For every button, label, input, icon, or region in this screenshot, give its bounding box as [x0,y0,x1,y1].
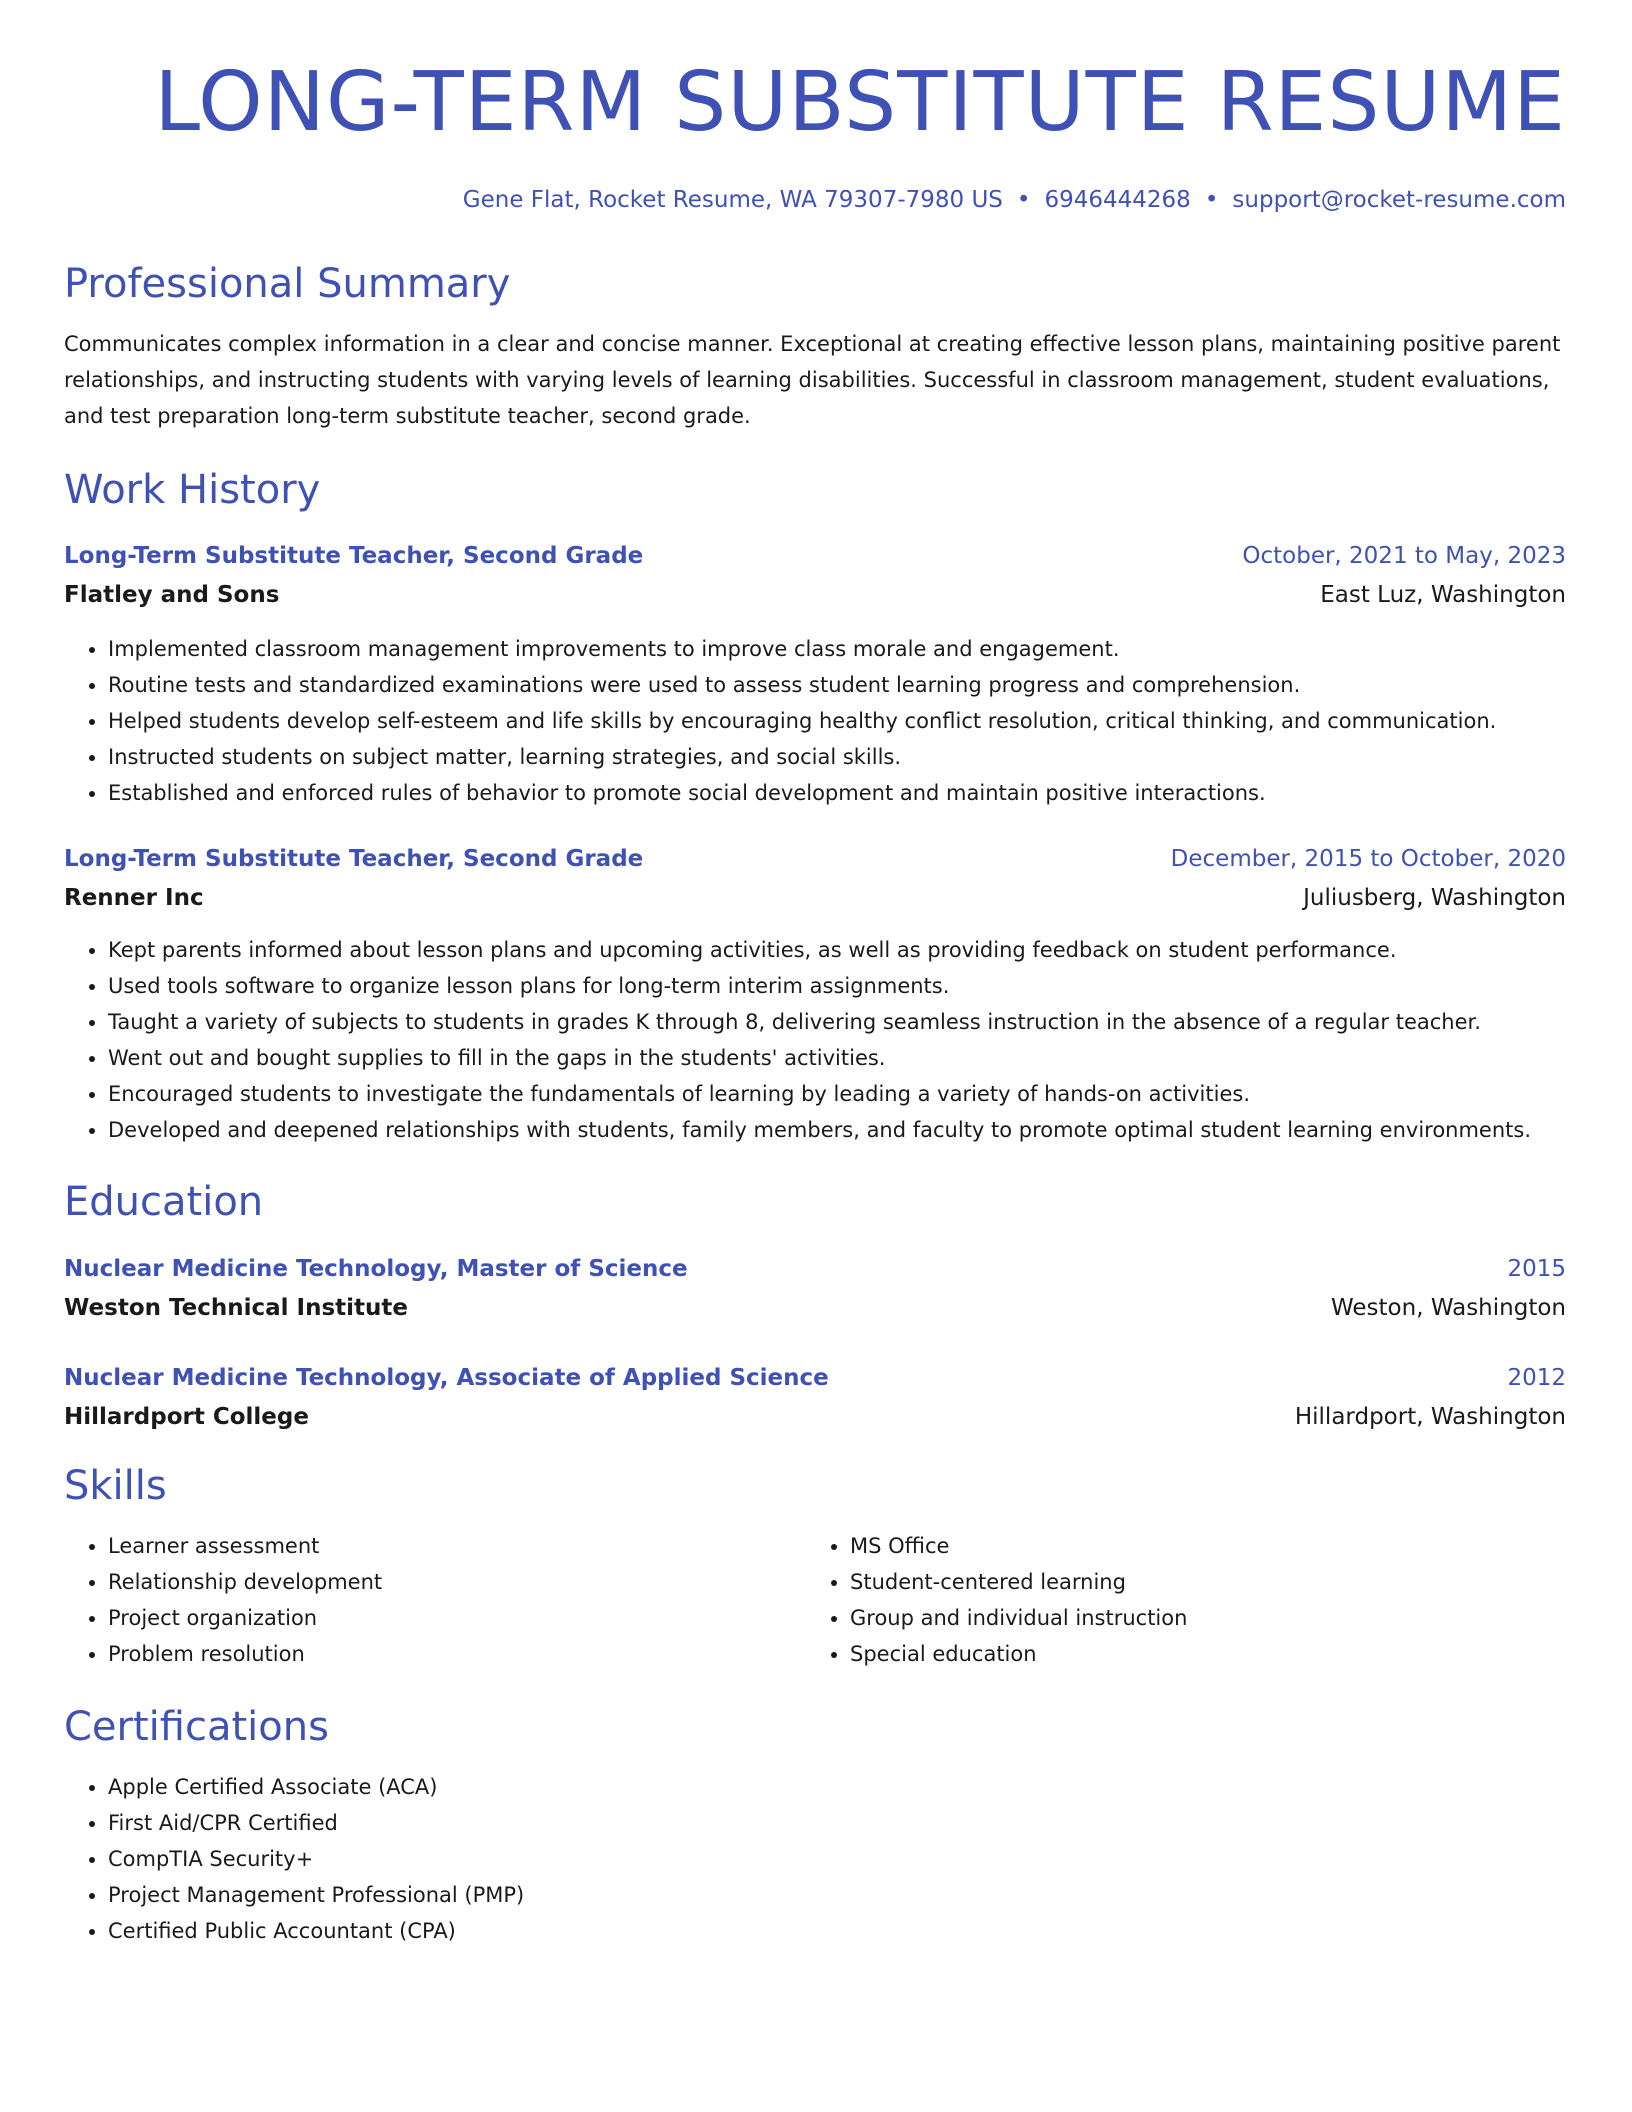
education-location: Weston, Washington [1331,1295,1566,1321]
contact-phone[interactable]: 6946444268 [1044,187,1191,213]
education-year: 2012 [1507,1365,1566,1391]
education-entry [64,1250,1566,1328]
job-bullet: • Kept parents informed about lesson plans and upcoming activities, as well as providing feedback on student performance. [108,932,1566,968]
summary-section [64,258,1566,434]
certifications-heading: Certifications [64,1704,329,1750]
certification-item: • Project Management Professional (PMP) [108,1877,1566,1913]
job-bullet: • Established and enforced rules of behavior to promote social development and maintain positive interactions. [108,775,1566,811]
job-org-row [64,878,1566,918]
job-bullet: • Went out and bought supplies to fill in the gaps in the students' activities. [108,1040,1566,1076]
skill-item: • Project organization [108,1600,806,1636]
skills-column-left [64,1528,806,1672]
job-bullet: • Taught a variety of subjects to students in grades K through 8, delivering seamless instruction in the absence of a regular teacher. [108,1004,1566,1040]
skill-item: • Special education [850,1636,1548,1672]
skill-item: • Student-centered learning [850,1564,1548,1600]
summary-text: Communicates complex information in a clear and concise manner. Exceptional at creating effective lesson plans, maintaining positive parent relationships, and instructing students with varying levels of learning disabilities. Successful in classroom management, student evaluations, and test preparation long-term substitute teacher, second grade. [64,332,1561,428]
certification-item: • CompTIA Security+ [108,1841,1566,1877]
job-bullet: • Implemented classroom management improvements to improve class morale and engagement. [108,631,1566,667]
summary-heading: Professional Summary [64,261,511,307]
work-history-section [64,464,1566,516]
job-entry [64,537,1566,811]
certification-item: • First Aid/CPR Certified [108,1805,1566,1841]
contact-email[interactable]: support@rocket-resume.com [1232,187,1566,213]
resume-page [64,0,1566,1943]
work-history-heading: Work History [64,467,321,513]
education-degree: Nuclear Medicine Technology, Master of Science [64,1256,688,1282]
education-location: Hillardport, Washington [1294,1404,1566,1430]
job-bullets [64,932,1566,1148]
job-dates: December, 2015 to October, 2020 [1170,846,1566,872]
education-header-row [64,1359,1566,1397]
job-company: Renner Inc [64,885,204,911]
education-entry [64,1359,1566,1437]
job-bullet: • Encouraged students to investigate the fundamentals of learning by leading a variety of hands-on activities. [108,1076,1566,1112]
job-title: Long-Term Substitute Teacher, Second Grade [64,543,644,569]
certifications-list [64,1769,1566,1949]
contact-line [64,184,1566,216]
job-dates: October, 2021 to May, 2023 [1242,543,1566,569]
job-header-row [64,840,1566,878]
skills-list [806,1528,1548,1672]
job-bullet: • Developed and deepened relationships with students, family members, and faculty to promote optimal student learning environments. [108,1112,1566,1148]
contact-separator: • [1016,187,1031,213]
skills-column-right [806,1528,1548,1672]
skills-list [64,1528,806,1672]
job-header-row [64,537,1566,575]
job-company: Flatley and Sons [64,582,280,608]
education-degree: Nuclear Medicine Technology, Associate of Applied Science [64,1365,829,1391]
skill-item: • MS Office [850,1528,1548,1564]
contact-address: Gene Flat, Rocket Resume, WA 79307-7980 US [462,187,1003,213]
certification-item: • Apple Certified Associate (ACA) [108,1769,1566,1805]
certifications-section [64,1701,1566,1949]
job-bullet: • Instructed students on subject matter, learning strategies, and social skills. [108,739,1566,775]
job-title: Long-Term Substitute Teacher, Second Grade [64,846,644,872]
job-bullet: • Used tools software to organize lesson plans for long-term interim assignments. [108,968,1566,1004]
education-school-row [64,1397,1566,1437]
contact-separator: • [1204,187,1219,213]
job-org-row [64,575,1566,615]
resume-title: LONG-TERM SUBSTITUTE RESUME [154,55,1566,150]
job-bullet: • Routine tests and standardized examinations were used to assess student learning progress and comprehension. [108,667,1566,703]
skills-heading: Skills [64,1463,167,1509]
job-entry [64,840,1566,1148]
education-school: Weston Technical Institute [64,1295,409,1321]
education-year: 2015 [1507,1256,1566,1282]
skill-item: • Group and individual instruction [850,1600,1548,1636]
skills-section [64,1460,1566,1672]
job-bullets [64,631,1566,811]
job-bullet: • Helped students develop self-esteem and life skills by encouraging healthy conflict resolution, critical thinking, and communication. [108,703,1566,739]
job-location: Juliusberg, Washington [1303,885,1566,911]
job-location: East Luz, Washington [1320,582,1566,608]
skills-grid [64,1528,1566,1672]
education-section [64,1176,1566,1228]
skill-item: • Learner assessment [108,1528,806,1564]
education-school-row [64,1288,1566,1328]
education-header-row [64,1250,1566,1288]
education-heading: Education [64,1179,264,1225]
certification-item: • Certified Public Accountant (CPA) [108,1913,1566,1949]
skill-item: • Problem resolution [108,1636,806,1672]
skill-item: • Relationship development [108,1564,806,1600]
education-school: Hillardport College [64,1404,309,1430]
